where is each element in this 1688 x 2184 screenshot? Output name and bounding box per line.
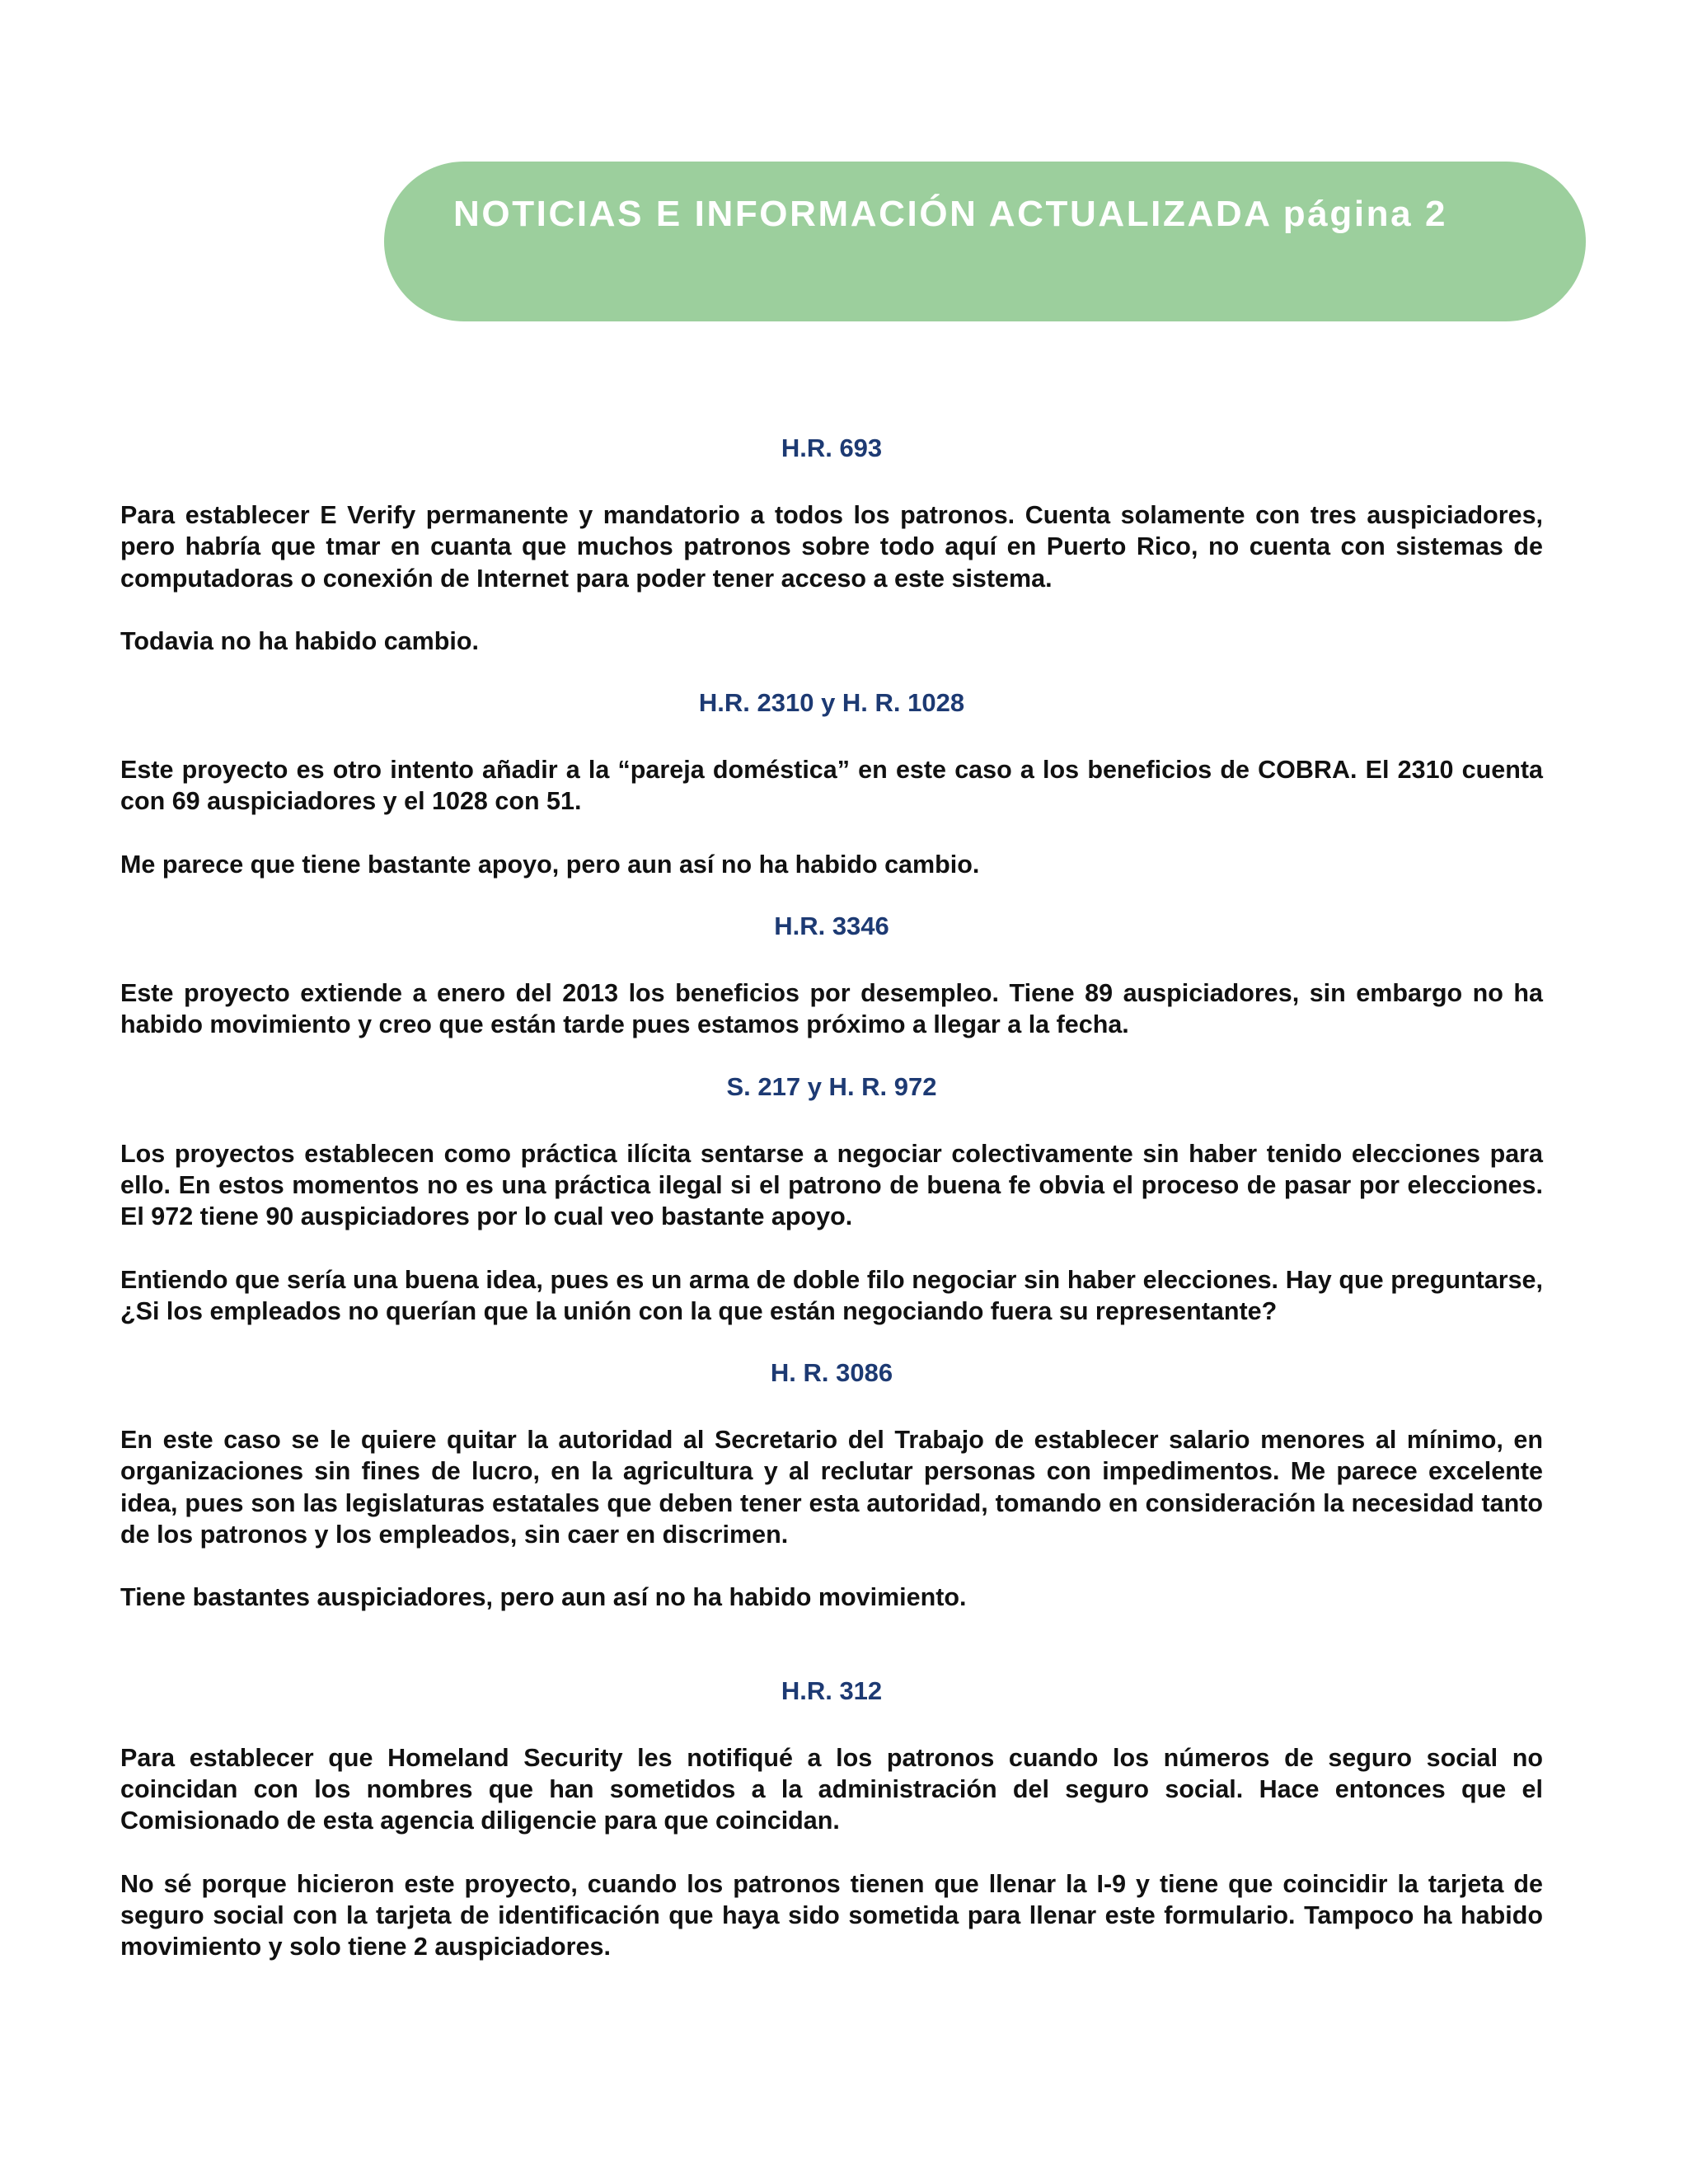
section-hr-693 xyxy=(120,432,1543,657)
section-paragraph: No sé porque hicieron este proyecto, cuando los patronos tienen que llenar la I-9 y tiene que coincidir la tarjeta de seguro social con la tarjeta de identificación que haya sido sometida para llenar este formulario. Tampoco ha habido movimiento y solo tiene 2 auspiciadores. xyxy=(120,1869,1543,1961)
section-paragraph: Los proyectos establecen como práctica ilícita sentarse a negociar colectivamente sin haber tenido elecciones para ello. En estos momentos no es una práctica ilegal si el patrono de buena fe obvia el proceso de pasar por elecciones. El 972 tiene 90 auspiciadores por lo cual veo bastante apoyo. xyxy=(120,1139,1543,1231)
section-paragraph: Para establecer que Homeland Security les notifiqué a los patronos cuando los números de seguro social no coincidan con los nombres que han sometidos a la administración del seguro social. Hace entonces que el Comisionado de esta agencia diligencie para que coincidan. xyxy=(120,1743,1543,1835)
section-hr-312 xyxy=(120,1675,1543,1963)
section-hr-2310-1028 xyxy=(120,687,1543,880)
page-title: NOTICIAS E INFORMACIÓN ACTUALIZADA página 2 xyxy=(453,194,1448,234)
section-s217-hr972 xyxy=(120,1071,1543,1327)
section-paragraph: Para establecer E Verify permanente y mandatorio a todos los patronos. Cuenta solamente con tres auspiciadores, pero habría que tmar en cuanta que muchos patronos sobre todo aquí en Puerto Rico, no cuenta con sistemas de computadoras o conexión de Internet para poder tener acceso a este sistema. xyxy=(120,501,1543,593)
section-paragraph: Tiene bastantes auspiciadores, pero aun así no ha habido movimiento. xyxy=(120,1583,967,1612)
section-heading: H.R. 312 xyxy=(781,1675,883,1705)
section-heading: H.R. 2310 y H. R. 1028 xyxy=(698,688,965,718)
section-paragraph: Entiendo que sería una buena idea, pues es un arma de doble filo negociar sin haber elecciones. Hay que preguntarse, ¿Si los empleados no querían que la unión con la que están negociando fuera su representante? xyxy=(120,1265,1543,1325)
section-heading: S. 217 y H. R. 972 xyxy=(726,1071,937,1101)
section-paragraph: Me parece que tiene bastante apoyo, pero aun así no ha habido cambio. xyxy=(120,850,980,879)
section-paragraph: Este proyecto es otro intento añadir a la “pareja doméstica” en este caso a los beneficios de COBRA. El 2310 cuenta con 69 auspiciadores y el 1028 con 51. xyxy=(120,756,1543,816)
section-paragraph: Este proyecto extiende a enero del 2013 los beneficios por desempleo. Tiene 89 auspiciadores, sin embargo no ha habido movimiento y creo que están tarde pues estamos próximo a llegar a la fecha. xyxy=(120,979,1543,1039)
section-hr-3086 xyxy=(120,1357,1543,1613)
section-hr-3346 xyxy=(120,910,1543,1041)
section-heading: H.R. 3346 xyxy=(774,912,889,941)
header-banner xyxy=(384,162,1586,321)
section-heading: H.R. 693 xyxy=(781,434,883,462)
section-heading: H. R. 3086 xyxy=(770,1358,893,1388)
section-paragraph: En este caso se le quiere quitar la autoridad al Secretario del Trabajo de establecer salario menores al mínimo, en organizaciones sin fines de lucro, en la agricultura y al reclutar personas con impedimentos. Me parece excelente idea, pues son las legislaturas estatales que deben tener esta autoridad, tomando en consideración la necesidad tanto de los patronos y los empleados, sin caer en discrimen. xyxy=(120,1426,1543,1549)
spacer xyxy=(120,1643,1543,1675)
article-body xyxy=(120,432,1543,1992)
section-paragraph: Todavia no ha habido cambio. xyxy=(120,626,479,655)
